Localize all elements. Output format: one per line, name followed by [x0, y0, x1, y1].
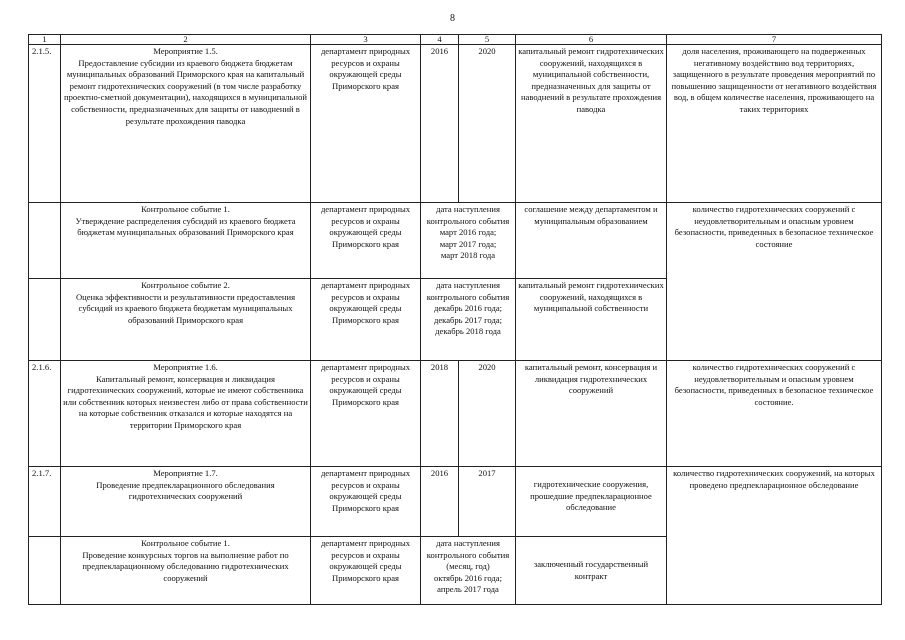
executor-cell: департамент природных ресурсов и охраны окружающей среды Приморского края — [311, 45, 421, 203]
table-row — [29, 203, 882, 279]
end-year-cell: 2017 — [459, 467, 516, 537]
executor-cell: департамент природных ресурсов и охраны окружающей среды Приморского края — [311, 537, 421, 605]
header-cell: 3 — [311, 35, 421, 45]
executor-cell: департамент природных ресурсов и охраны окружающей среды Приморского края — [311, 467, 421, 537]
event-cell: Мероприятие 1.6. Капитальный ремонт, консервация и ликвидация гидротехнических сооружений, которые не имеют собственника или собственник которых неизвестен либо от права собственности на которые собственник отказался и которые находятся на территории Приморского края — [61, 361, 311, 467]
event-cell: Контрольное событие 2. Оценка эффективности и результативности предоставления субсидий из краевого бюджета бюджетам муниципальных образований Приморского края — [61, 279, 311, 361]
row-number — [29, 203, 61, 279]
program-table — [28, 34, 882, 605]
row-number: 2.1.6. — [29, 361, 61, 467]
result-cell: капитальный ремонт гидротехнических сооружений, находящихся в муниципальной собственности, предназначенных для защиты от наводнений в результате прохождения паводка — [516, 45, 667, 203]
event-cell: Контрольное событие 1. Проведение конкурсных торгов на выполнение работ по предпекларационному обследованию гидротехнических сооружений — [61, 537, 311, 605]
page-number: 8 — [450, 13, 455, 24]
end-year-cell: 2020 — [459, 361, 516, 467]
result-cell: капитальный ремонт гидротехнических сооружений, находящихся в муниципальной собственности — [516, 279, 667, 361]
control-date-cell: дата наступления контрольного события декабрь 2016 года; декабрь 2017 года; декабрь 2018 года — [421, 279, 516, 361]
start-year-cell: 2016 — [421, 467, 459, 537]
event-cell: Контрольное событие 1. Утверждение распределения субсидий из краевого бюджета бюджетам муниципальных образований Приморского края — [61, 203, 311, 279]
executor-cell: департамент природных ресурсов и охраны окружающей среды Приморского края — [311, 203, 421, 279]
table-row — [29, 361, 882, 467]
event-cell: Мероприятие 1.5. Предоставление субсидии из краевого бюджета бюджетам муниципальных образований Приморского края на капитальный ремонт гидротехнических сооружений (в том числе разработку проектно-сметной документации), находящихся в муниципальной собственности, предназначенных для защиты от наводнений в результате прохождения паводка — [61, 45, 311, 203]
header-cell: 5 — [459, 35, 516, 45]
row-number — [29, 537, 61, 605]
executor-cell: департамент природных ресурсов и охраны окружающей среды Приморского края — [311, 361, 421, 467]
header-cell: 2 — [61, 35, 311, 45]
row-number: 2.1.7. — [29, 467, 61, 537]
result-cell: капитальный ремонт, консервация и ликвидация гидротехнических сооружений — [516, 361, 667, 467]
header-cell: 1 — [29, 35, 61, 45]
end-year-cell: 2020 — [459, 45, 516, 203]
indicator-cell: количество гидротехнических сооружений с неудовлетворительным и опасным уровнем безопасности, приведенных в безопасное техническое состояние. — [667, 361, 882, 467]
start-year-cell: 2018 — [421, 361, 459, 467]
result-cell: соглашение между департаментом и муниципальным образованием — [516, 203, 667, 279]
indicator-cell: количество гидротехнических сооружений с неудовлетворительным и опасным уровнем безопасности, приведенных в безопасное техническое состояние — [667, 203, 882, 361]
event-cell: Мероприятие 1.7. Проведение предпекларационного обследования гидротехнических сооружений — [61, 467, 311, 537]
header-cell: 6 — [516, 35, 667, 45]
header-row — [29, 35, 882, 45]
row-number — [29, 279, 61, 361]
executor-cell: департамент природных ресурсов и охраны окружающей среды Приморского края — [311, 279, 421, 361]
control-date-cell: дата наступления контрольного события (месяц, год) октябрь 2016 года; апрель 2017 года — [421, 537, 516, 605]
result-cell: гидротехнические сооружения, прошедшие предпекларационное обследование — [516, 467, 667, 537]
result-cell: заключенный государственный контракт — [516, 537, 667, 605]
indicator-cell: доля населения, проживающего на подверженных негативному воздействию вод территориях, защищенного в результате проведения мероприятий по повышению защищенности от негативного воздействия вод, в общем количестве населения, проживающего на таких территориях — [667, 45, 882, 203]
start-year-cell: 2016 — [421, 45, 459, 203]
table-row — [29, 467, 882, 537]
control-date-cell: дата наступления контрольного события март 2016 года; март 2017 года; март 2018 года — [421, 203, 516, 279]
row-number: 2.1.5. — [29, 45, 61, 203]
indicator-cell: количество гидротехнических сооружений, на которых проведено предпекларационное обследование — [667, 467, 882, 605]
header-cell: 4 — [421, 35, 459, 45]
table-row — [29, 45, 882, 203]
header-cell: 7 — [667, 35, 882, 45]
